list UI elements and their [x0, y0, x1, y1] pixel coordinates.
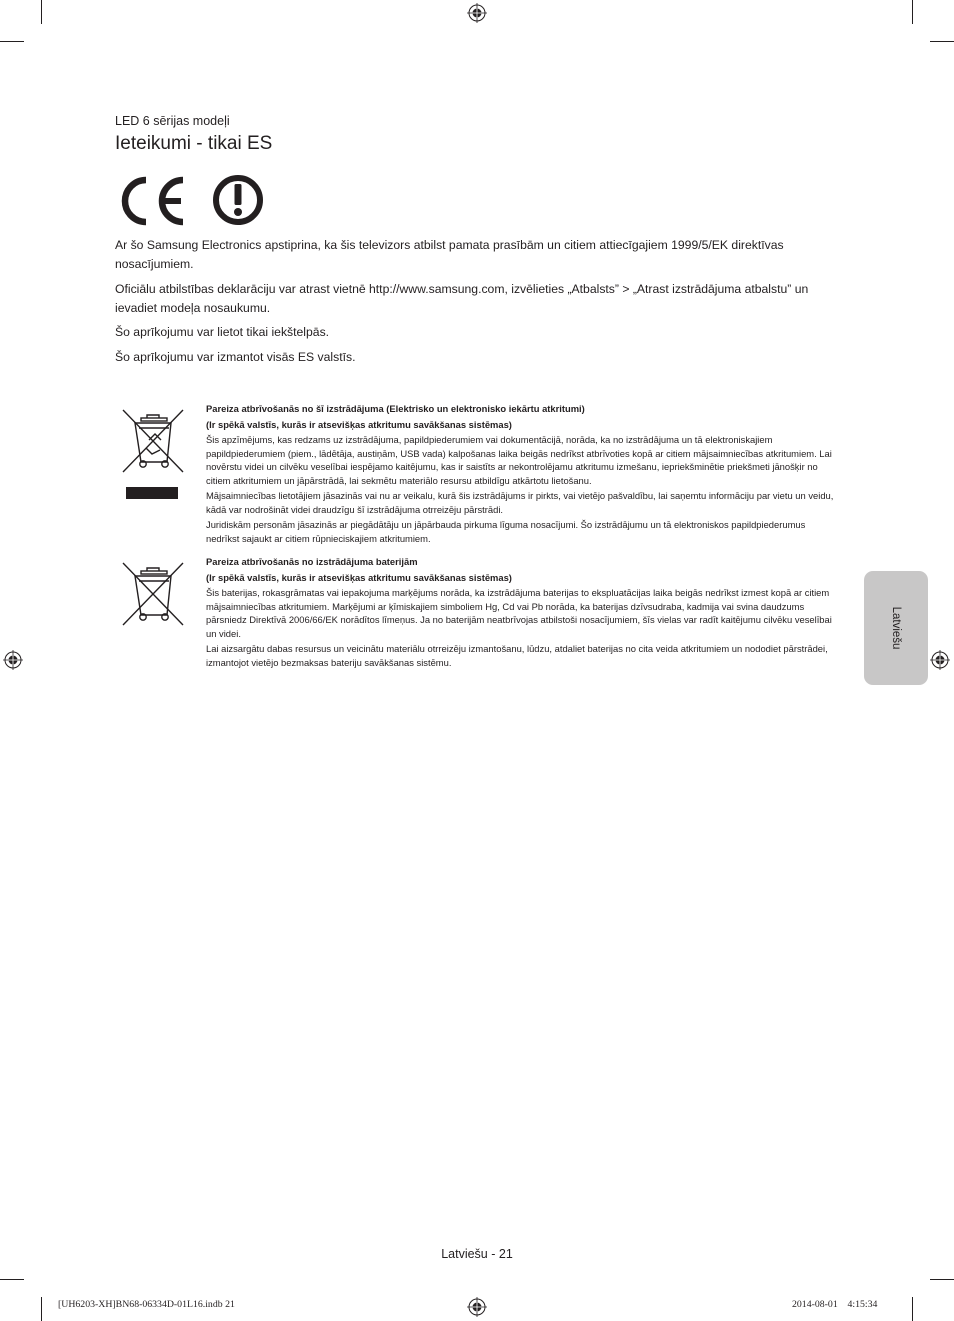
alert-class-icon: [212, 174, 264, 226]
crop-mark: [912, 1297, 913, 1321]
registration-mark-icon: [467, 1297, 487, 1317]
crop-mark: [930, 41, 954, 42]
crop-mark: [912, 0, 913, 24]
battery-heading: Pareiza atbrīvošanās no izstrādājuma baterijām: [206, 556, 418, 567]
battery-paragraph: Lai aizsargātu dabas resursus un veicinātu materiālu otrreizēju izmantošanu, lūdzu, atdaliet baterijas no cita veida atkritumiem un nododiet pārstrādei, izmantojot vietējo bezmaksas bateriju savākšanas sistēmu.: [206, 643, 828, 668]
weee-subheading: (Ir spēkā valstīs, kurās ir atsevišķas atkritumu savākšanas sistēmas): [206, 418, 512, 430]
weee-bin-icon: [121, 406, 185, 502]
eu-use-paragraph: Šo aprīkojumu var izmantot visās ES valstīs.: [115, 350, 356, 364]
language-tab-label: Latviešu: [890, 606, 902, 650]
battery-paragraph: Šis baterijas, rokasgrāmatas vai iepakojuma marķējums norāda, ka izstrādājuma baterijas to ekspluatācijas laika beigās nedrīkst izmest kopā ar citiem mājsaimniecības atkritumiem. Marķējumi ar ķīmiskajiem simboliem Hg, Cd vai Pb norāda, ka baterijas dzīvsudraba, kadmija vai svina daudzums pārsniedz Direktīvā 2006/66/EK norādītos līmeņus. Ja no baterijām neatbrīvojas atbilstoši nosacījumiem, šīs vielas var radīt kaitējumu cilvēku veselībai un videi.: [206, 587, 832, 639]
crop-mark: [41, 0, 42, 24]
crop-mark: [0, 1279, 24, 1280]
registration-mark-icon: [3, 650, 23, 670]
battery-bin-icon: [121, 561, 185, 629]
print-slug-file: [UH6203-XH]BN68-06334D-01L16.indb 21: [58, 1299, 235, 1310]
ce-mark-icon: [115, 175, 187, 227]
indoor-use-paragraph: Šo aprīkojumu var lietot tikai iekštelpās.: [115, 325, 330, 339]
registration-mark-icon: [930, 650, 950, 670]
crop-mark: [0, 41, 24, 42]
compliance-paragraph: Ar šo Samsung Electronics apstiprina, ka šis televizors atbilst pamata prasībām un citiem attiecīgajiem 1999/5/EK direktīvas nosacījumiem.: [115, 238, 784, 271]
weee-disposal-section: [206, 402, 838, 547]
weee-heading: Pareiza atbrīvošanās no šī izstrādājuma (Elektrisko un elektronisko iekārtu atkritumi): [206, 403, 585, 414]
weee-paragraph: Šis apzīmējums, kas redzams uz izstrādājuma, papildpiederumiem vai dokumentācijā, norāda, ka no izstrādājuma un tā elektroniskajiem papildpiederumiem (piem., lādētāja, austiņām, USB vada) kalpošanas laika beigās nedrīkst atbrīvoties kopā ar citiem mājsaimniecības atkritumiem. Lai novērstu videi un cilvēku veselībai iespējamo kaitējumu, kas ir saistīts ar nekontrolējamu atkritumu izmešanu, iepriekšminētie priekšmeti jānošķir no citiem atkritumiem un jāpārstrādā, lai sekmētu materiālo resursu atbildīgu atkārtotu lietošanu.: [206, 434, 832, 486]
page-number: Latviešu - 21: [441, 1247, 513, 1261]
crop-mark: [41, 1297, 42, 1321]
weee-paragraph: Juridiskām personām jāsazinās ar piegādātāju un jāpārbauda pirkuma līguma nosacījumi. Šo izstrādājumu un tā elektroniskos papildpiederumus nedrīkst sajaukt ar citiem rūpnieciskajiem atkritumiem.: [206, 519, 806, 544]
registration-mark-icon: [467, 3, 487, 23]
section-subtitle: LED 6 sērijas modeļi: [115, 114, 230, 128]
declaration-paragraph: Oficiālu atbilstības deklarāciju var atrast vietnē http://www.samsung.com, izvēlieties „Atbalsts” > „Atrast izstrādājuma atbalstu” un ievadiet modeļa nosaukumu.: [115, 282, 809, 315]
crop-mark: [930, 1279, 954, 1280]
battery-subheading: (Ir spēkā valstīs, kurās ir atsevišķas atkritumu savākšanas sistēmas): [206, 571, 512, 583]
battery-disposal-section: [206, 555, 838, 671]
page-title: Ieteikumi - tikai ES: [115, 133, 273, 154]
print-slug-timestamp: 2014-08-01 4:15:34: [792, 1299, 878, 1310]
weee-paragraph: Mājsaimniecības lietotājiem jāsazinās vai nu ar veikalu, kurā šis izstrādājums ir pirkts, vai vietējo pašvaldību, lai saņemtu informāciju par vietu un veidu, kādā var nodrošināt videi draudzīgu šī izstrādājuma otrreizēju pārstrādi.: [206, 490, 834, 515]
language-side-tab: [864, 571, 928, 685]
